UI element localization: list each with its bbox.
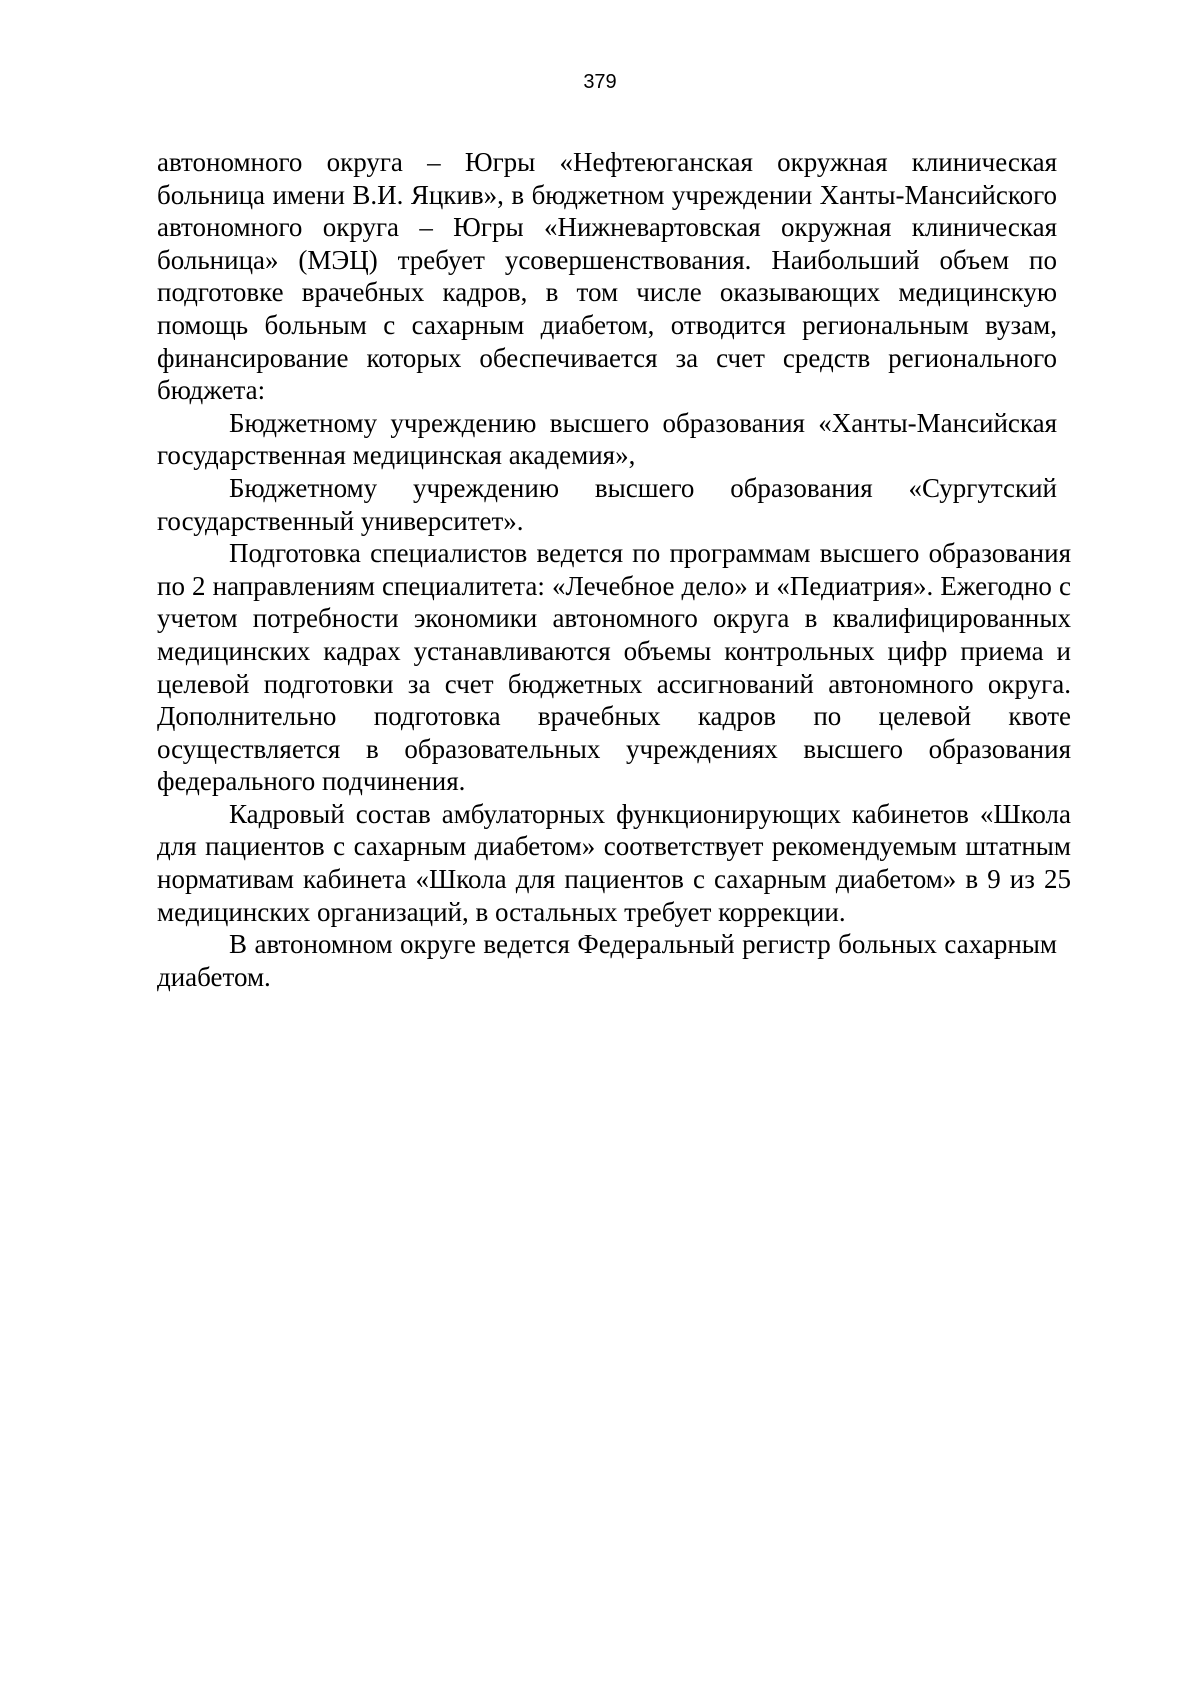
paragraph-khanty-mansiysk-academy: Бюджетному учреждению высшего образования «Ханты-Мансийская государственная медицинская академия»,	[157, 407, 1057, 471]
paragraph-staffing: Кадровый состав амбулаторных функционирующих кабинетов «Школа для пациентов с сахарным диабетом» соответствует рекомендуемым штатным нормативам кабинета «Школа для пациентов с сахарным диабетом» в 9 из 25 медицинских организаций, в остальных требует коррекции.	[157, 798, 1071, 927]
paragraph-continuation: автономного округа – Югры «Нефтеюганская окружная клиническая больница имени В.И. Яцкив», в бюджетном учреждении Ханты-Мансийского автономного округа – Югры «Нижневартовская окружная клиническая больница» (МЭЦ) требует усовершенствования. Наибольший объем по подготовке врачебных кадров, в том числе оказывающих медицинскую помощь больным с сахарным диабетом, отводится региональным вузам, финансирование которых обеспечивается за счет средств регионального бюджета:	[157, 147, 1057, 406]
paragraph-specialist-training: Подготовка специалистов ведется по программам высшего образования по 2 направлениям специалитета: «Лечебное дело» и «Педиатрия». Ежегодно с учетом потребности экономики автономного округа в квалифицированных медицинских кадрах устанавливаются объемы контрольных цифр приема и целевой подготовки за счет бюджетных ассигнований автономного округа. Дополнительно подготовка врачебных кадров по целевой квоте осуществляется в образовательных учреждениях высшего образования федерального подчинения.	[157, 538, 1071, 797]
page-number: 379	[583, 71, 617, 93]
document-body	[157, 146, 1071, 993]
paragraph-surgut-university: Бюджетному учреждению высшего образования «Сургутский государственный университет».	[157, 472, 1057, 536]
paragraph-federal-register: В автономном округе ведется Федеральный регистр больных сахарным диабетом.	[157, 929, 1057, 992]
